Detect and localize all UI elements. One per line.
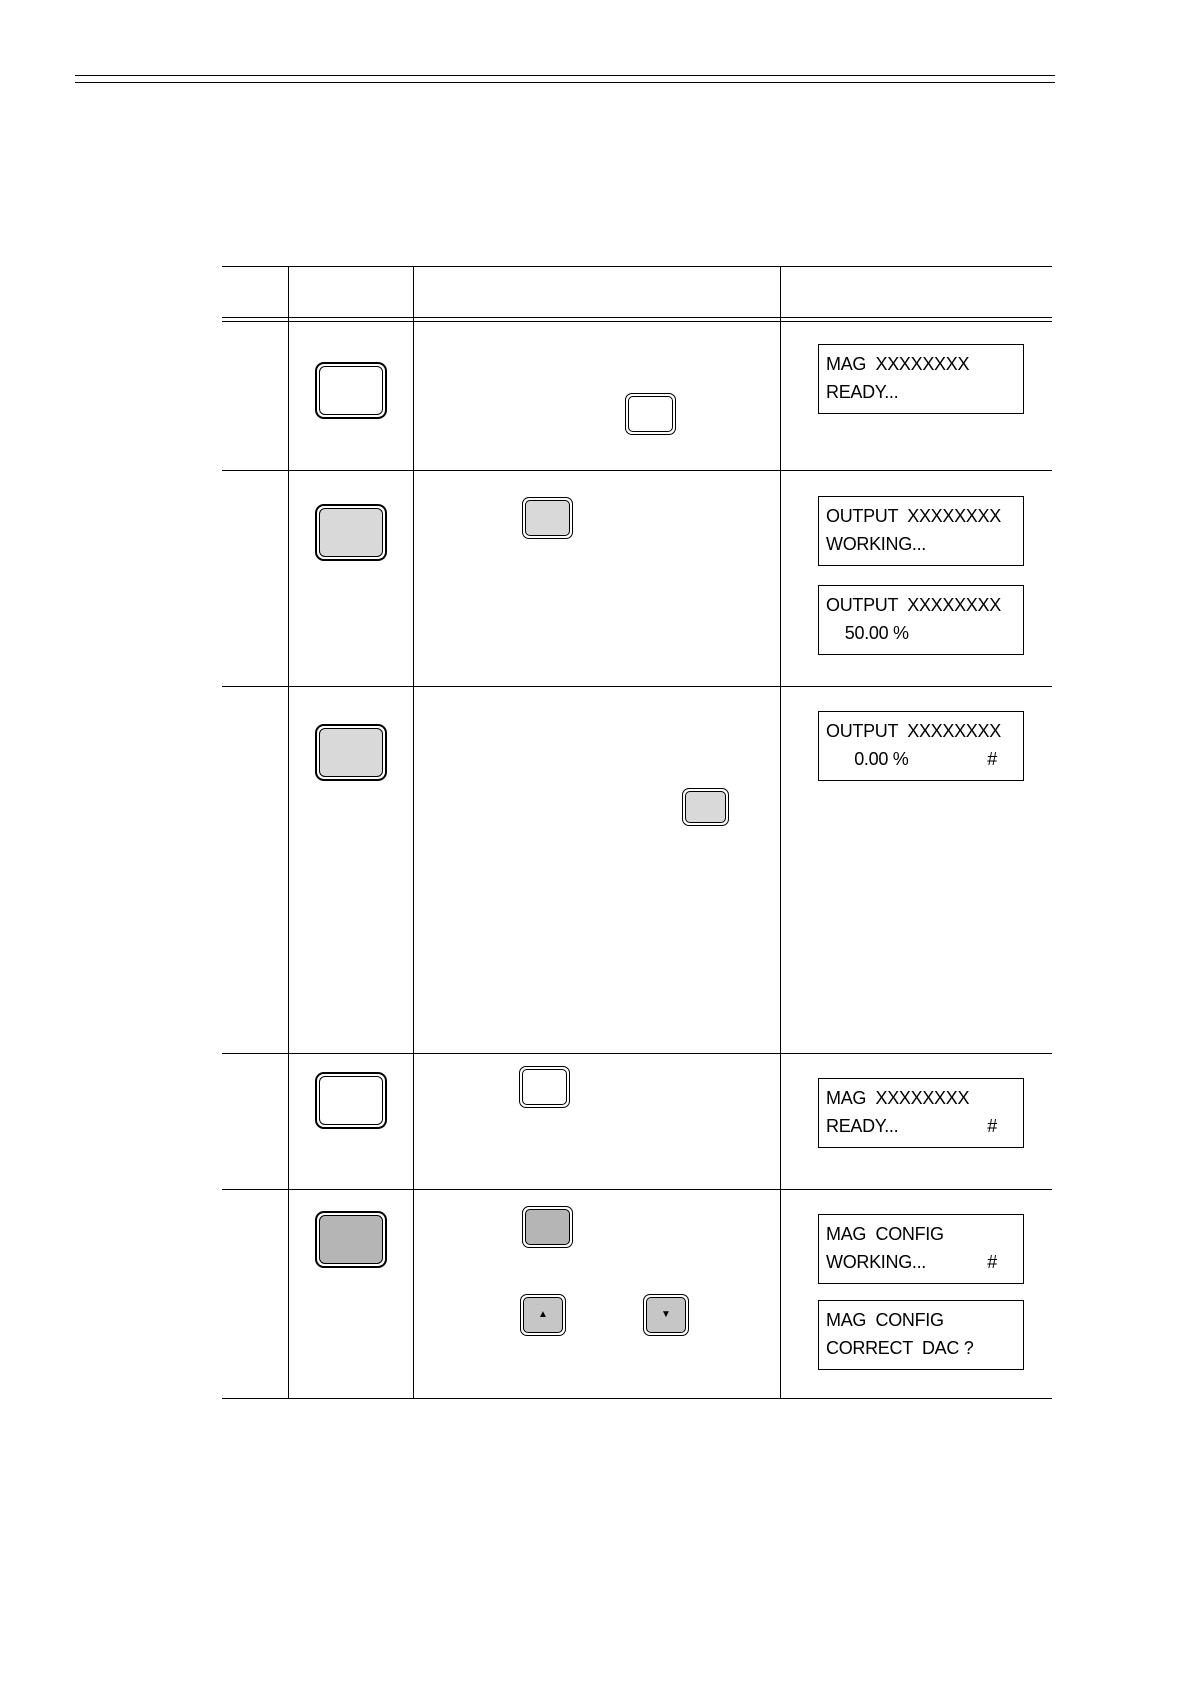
step-key-white	[315, 362, 387, 419]
lcd-line-2: READY...	[826, 382, 899, 402]
lcd-display	[818, 1300, 1024, 1370]
step-key-light-gray	[315, 724, 387, 781]
header-rule-top	[75, 75, 1055, 76]
table-row-divider-4	[222, 1189, 1052, 1190]
step-key-dark-gray	[315, 1211, 387, 1268]
up-arrow-key-symbol	[520, 1294, 566, 1336]
lcd-display	[818, 496, 1024, 566]
lcd-line-2: 50.00 %	[826, 623, 909, 643]
white-key-symbol	[625, 393, 676, 435]
lcd-hash-mark: #	[987, 1252, 997, 1272]
lcd-hash-mark: #	[987, 1116, 997, 1136]
dark-gray-key-symbol	[522, 1206, 573, 1248]
lcd-display	[818, 1078, 1024, 1148]
lcd-line-1: OUTPUT XXXXXXXX	[826, 595, 1001, 615]
white-key-symbol	[519, 1066, 570, 1108]
lcd-display	[818, 344, 1024, 414]
light-gray-key-symbol	[682, 788, 729, 826]
light-gray-key-symbol	[522, 497, 573, 539]
lcd-display	[818, 585, 1024, 655]
table-row-divider-3	[222, 1053, 1052, 1054]
arrow-up-icon: ▲	[538, 1309, 548, 1320]
lcd-display	[818, 1214, 1024, 1284]
table-top-border	[222, 266, 1052, 267]
lcd-display	[818, 711, 1024, 781]
lcd-line-1: MAG XXXXXXXX	[826, 1088, 970, 1108]
table-col-divider-1	[288, 266, 289, 1398]
lcd-line-2: WORKING...	[826, 1252, 926, 1272]
step-key-white	[315, 1072, 387, 1129]
lcd-line-1: MAG CONFIG	[826, 1310, 944, 1330]
lcd-line-1: MAG XXXXXXXX	[826, 354, 970, 374]
lcd-hash-mark: #	[987, 749, 997, 769]
down-arrow-key-symbol	[643, 1294, 689, 1336]
lcd-line-1: MAG CONFIG	[826, 1224, 944, 1244]
arrow-down-icon: ▼	[661, 1309, 671, 1320]
table-row-divider-1	[222, 470, 1052, 471]
table-bottom-border	[222, 1398, 1052, 1399]
table-col-divider-3	[780, 266, 781, 1398]
table-row-divider-2	[222, 686, 1052, 687]
step-key-light-gray	[315, 504, 387, 561]
lcd-line-1: OUTPUT XXXXXXXX	[826, 506, 1001, 526]
header-rule-bottom	[75, 82, 1055, 83]
lcd-line-1: OUTPUT XXXXXXXX	[826, 721, 1001, 741]
lcd-line-2: CORRECT DAC ?	[826, 1338, 974, 1358]
table-header-rule-1	[222, 317, 1052, 318]
lcd-line-2: 0.00 %	[826, 749, 909, 769]
table-header-rule-2	[222, 321, 1052, 322]
lcd-line-2: READY...	[826, 1116, 899, 1136]
lcd-line-2: WORKING...	[826, 534, 926, 554]
table-col-divider-2	[413, 266, 414, 1398]
